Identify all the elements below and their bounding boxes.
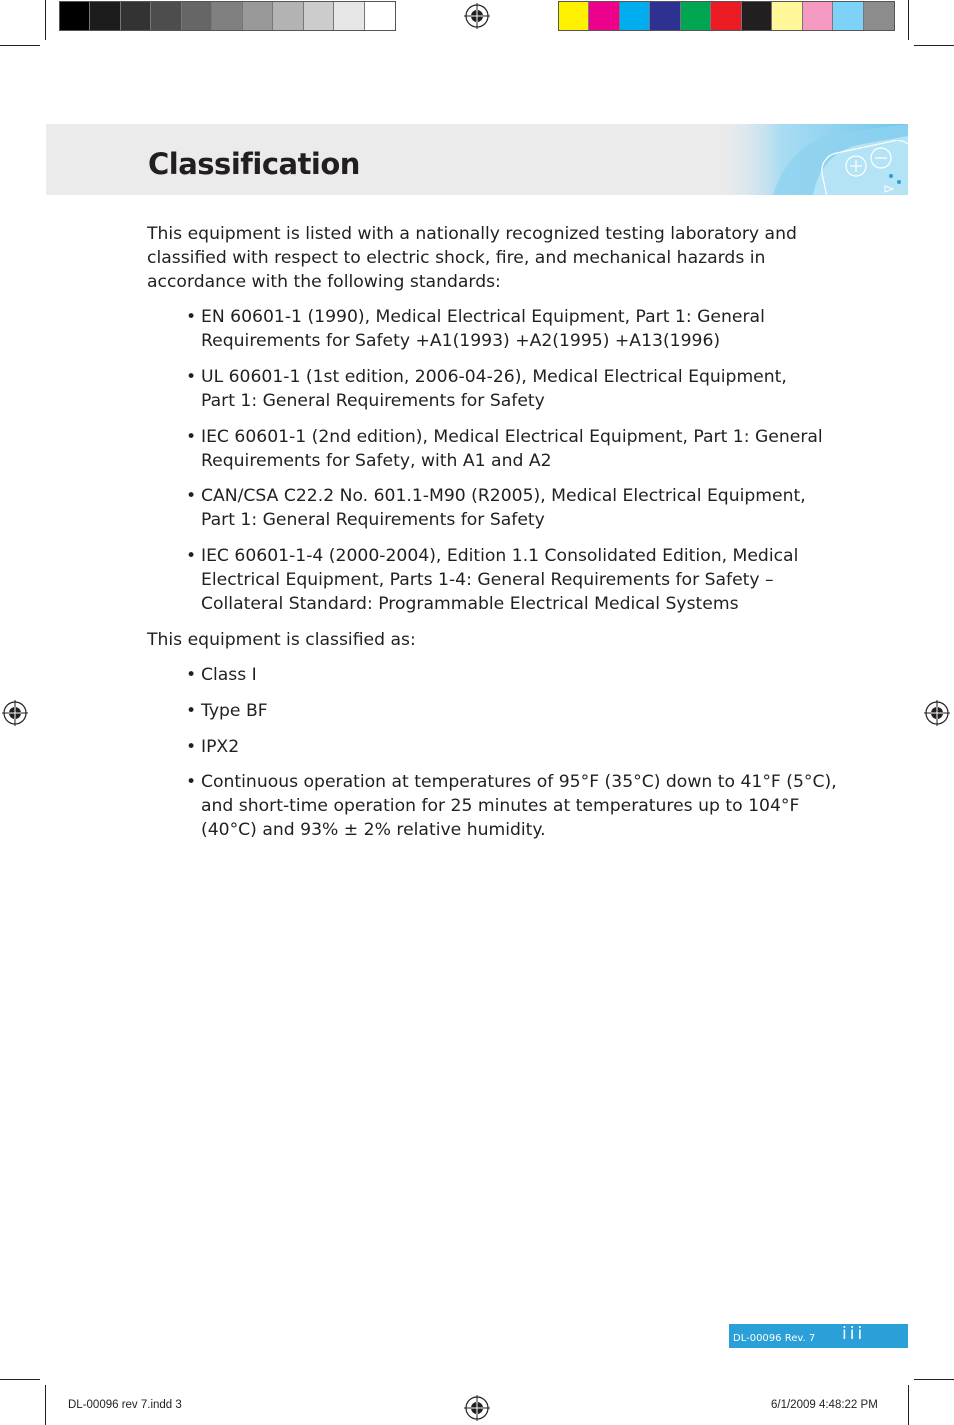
intro-paragraph bbox=[147, 222, 797, 294]
color-swatch bbox=[864, 2, 894, 30]
device-panel-illustration-icon bbox=[713, 124, 908, 195]
class-list-item bbox=[186, 699, 268, 723]
color-swatch bbox=[304, 2, 334, 30]
color-swatch bbox=[681, 2, 711, 30]
crop-mark-bottom-left-v bbox=[45, 1385, 46, 1425]
slug-timestamp: 6/1/2009 4:48:22 PM bbox=[771, 1399, 878, 1411]
page-number: iii bbox=[842, 1324, 866, 1344]
standards-list-item bbox=[186, 365, 787, 413]
crop-mark-top-left-v bbox=[45, 0, 46, 40]
list-item-line: Type BF bbox=[201, 701, 268, 721]
list-item-line: (40°C) and 93% ± 2% relative humidity. bbox=[201, 820, 546, 840]
registration-target-icon bbox=[2, 700, 28, 726]
bullet-icon: • bbox=[186, 307, 197, 327]
color-swatch bbox=[742, 2, 772, 30]
color-swatch bbox=[711, 2, 741, 30]
list-item-line: UL 60601-1 (1st edition, 2006-04-26), Medical Electrical Equipment, bbox=[201, 367, 787, 387]
bullet-icon: • bbox=[186, 701, 197, 721]
color-swatch bbox=[833, 2, 863, 30]
crop-mark-top-right-v bbox=[908, 0, 909, 40]
color-swatch bbox=[60, 2, 90, 30]
intro-line: This equipment is listed with a nationally recognized testing laboratory and bbox=[147, 224, 797, 244]
list-item-line: CAN/CSA C22.2 No. 601.1-M90 (R2005), Medical Electrical Equipment, bbox=[201, 486, 806, 506]
bullet-icon: • bbox=[186, 546, 197, 566]
standards-list-item bbox=[186, 484, 806, 532]
list-item-line: Continuous operation at temperatures of 95°F (35°C) down to 41°F (5°C), bbox=[201, 772, 837, 792]
class-list-item bbox=[186, 735, 239, 759]
registration-target-icon bbox=[464, 1395, 490, 1421]
color-swatch bbox=[212, 2, 242, 30]
crop-mark-top-left-h bbox=[0, 45, 40, 46]
intro-line: classified with respect to electric shock, fire, and mechanical hazards in bbox=[147, 248, 766, 268]
color-swatch bbox=[620, 2, 650, 30]
color-swatch bbox=[589, 2, 619, 30]
crop-mark-bottom-left-h bbox=[0, 1379, 40, 1380]
registration-target-icon bbox=[924, 700, 950, 726]
intro-line: accordance with the following standards: bbox=[147, 272, 501, 292]
list-item-line: Collateral Standard: Programmable Electrical Medical Systems bbox=[201, 594, 739, 614]
crop-mark-bottom-right-v bbox=[908, 1385, 909, 1425]
page-title: Classification bbox=[148, 147, 360, 181]
color-swatch bbox=[243, 2, 273, 30]
list-item-line: and short-time operation for 25 minutes at temperatures up to 104°F bbox=[201, 796, 800, 816]
process-color-bar bbox=[558, 1, 895, 31]
color-swatch bbox=[803, 2, 833, 30]
list-item-line: IPX2 bbox=[201, 737, 240, 757]
registration-target-icon bbox=[464, 3, 490, 29]
list-item-line: IEC 60601-1-4 (2000-2004), Edition 1.1 Consolidated Edition, Medical bbox=[201, 546, 799, 566]
standards-list-item bbox=[186, 305, 765, 353]
crop-mark-bottom-right-h bbox=[914, 1379, 954, 1380]
list-item-line: EN 60601-1 (1990), Medical Electrical Equipment, Part 1: General bbox=[201, 307, 765, 327]
document-id: DL-00096 Rev. 7 bbox=[733, 1333, 816, 1344]
gray-color-bar bbox=[59, 1, 396, 31]
bullet-icon: • bbox=[186, 665, 197, 685]
class-list-item bbox=[186, 663, 257, 687]
class-list-item bbox=[186, 770, 837, 842]
slug-filename: DL-00096 rev 7.indd 3 bbox=[68, 1399, 182, 1411]
list-item-line: Part 1: General Requirements for Safety bbox=[201, 510, 545, 530]
color-swatch bbox=[650, 2, 680, 30]
color-swatch bbox=[151, 2, 181, 30]
list-item-line: Part 1: General Requirements for Safety bbox=[201, 391, 545, 411]
standards-list-item bbox=[186, 425, 823, 473]
color-swatch bbox=[90, 2, 120, 30]
bullet-icon: • bbox=[186, 772, 197, 792]
bullet-icon: • bbox=[186, 737, 197, 757]
color-swatch bbox=[121, 2, 151, 30]
list-item-line: Requirements for Safety, with A1 and A2 bbox=[201, 451, 552, 471]
standards-list-item bbox=[186, 544, 798, 616]
bullet-icon: • bbox=[186, 486, 197, 506]
list-item-line: IEC 60601-1 (2nd edition), Medical Electrical Equipment, Part 1: General bbox=[201, 427, 823, 447]
color-swatch bbox=[182, 2, 212, 30]
color-swatch bbox=[334, 2, 364, 30]
bullet-icon: • bbox=[186, 427, 197, 447]
color-swatch bbox=[365, 2, 395, 30]
color-swatch bbox=[772, 2, 802, 30]
classified-intro: This equipment is classified as: bbox=[147, 630, 416, 650]
list-item-line: Requirements for Safety +A1(1993) +A2(1995) +A13(1996) bbox=[201, 331, 721, 351]
list-item-line: Electrical Equipment, Parts 1-4: General Requirements for Safety – bbox=[201, 570, 774, 590]
bullet-icon: • bbox=[186, 367, 197, 387]
crop-mark-top-right-h bbox=[914, 45, 954, 46]
color-swatch bbox=[559, 2, 589, 30]
color-swatch bbox=[273, 2, 303, 30]
list-item-line: Class I bbox=[201, 665, 257, 685]
